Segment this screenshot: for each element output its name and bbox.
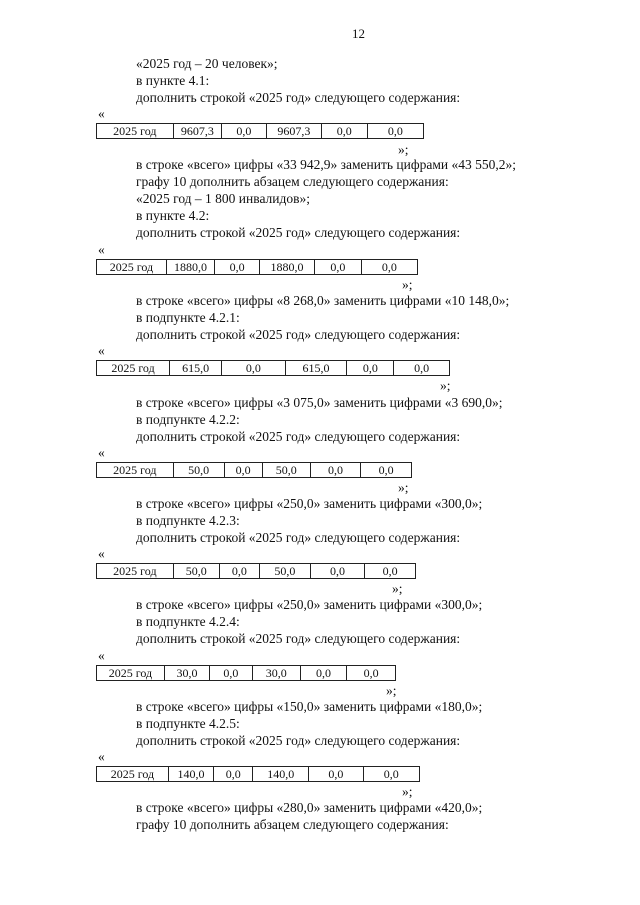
paragraph-line: в строке «всего» цифры «250,0» заменить цифрами «300,0»; <box>136 496 483 511</box>
table-cell-value: 0,0 <box>361 260 417 275</box>
table-cell-value: 0,0 <box>209 666 252 681</box>
table-cell-value: 30,0 <box>164 666 209 681</box>
table-cell-value: 140,0 <box>168 767 213 782</box>
paragraph-line: дополнить строкой «2025 год» следующего содержания: <box>136 90 461 105</box>
table-cell-year: 2025 год <box>97 463 174 478</box>
table-cell-value: 0,0 <box>367 124 423 139</box>
paragraph-line: дополнить строкой «2025 год» следующего содержания: <box>136 225 461 240</box>
year-data-table <box>96 123 424 139</box>
closing-quote: »; <box>402 277 413 292</box>
paragraph-line: в пункте 4.2: <box>136 208 210 223</box>
table-cell-value: 0,0 <box>315 260 362 275</box>
paragraph-line: в строке «всего» цифры «8 268,0» заменить цифрами «10 148,0»; <box>136 293 510 308</box>
table-cell-value: 0,0 <box>361 463 412 478</box>
closing-quote: »; <box>402 784 413 799</box>
paragraph-line: в подпункте 4.2.5: <box>136 716 240 731</box>
paragraph-line: дополнить строкой «2025 год» следующего содержания: <box>136 530 461 545</box>
paragraph-line: графу 10 дополнить абзацем следующего содержания: <box>136 817 449 832</box>
table-cell-value: 30,0 <box>252 666 300 681</box>
paragraph-line: в подпункте 4.2.2: <box>136 412 240 427</box>
table-cell-value: 1880,0 <box>166 260 214 275</box>
table-row <box>97 361 450 376</box>
table-cell-value: 0,0 <box>222 124 267 139</box>
closing-quote: »; <box>386 683 397 698</box>
table-cell-value: 0,0 <box>394 361 450 376</box>
table-cell-value: 615,0 <box>285 361 347 376</box>
table-cell-value: 0,0 <box>321 124 367 139</box>
table-cell-value: 9607,3 <box>266 124 321 139</box>
table-cell-value: 0,0 <box>219 564 259 579</box>
paragraph-line: в строке «всего» цифры «150,0» заменить цифрами «180,0»; <box>136 699 483 714</box>
table-row <box>97 666 396 681</box>
paragraph-line: дополнить строкой «2025 год» следующего содержания: <box>136 429 461 444</box>
opening-quote: « <box>98 648 105 663</box>
table-cell-year: 2025 год <box>97 361 170 376</box>
year-data-table <box>96 766 420 782</box>
year-data-table <box>96 360 450 376</box>
table-cell-value: 50,0 <box>262 463 310 478</box>
closing-quote: »; <box>392 581 403 596</box>
table-row <box>97 564 416 579</box>
table-row <box>97 767 420 782</box>
paragraph-line: в подпункте 4.2.1: <box>136 310 240 325</box>
paragraph-line: графу 10 дополнить абзацем следующего содержания: <box>136 174 449 189</box>
table-cell-value: 0,0 <box>224 463 262 478</box>
table-cell-value: 0,0 <box>347 361 394 376</box>
year-data-table <box>96 462 412 478</box>
paragraph-line: дополнить строкой «2025 год» следующего содержания: <box>136 631 461 646</box>
opening-quote: « <box>98 445 105 460</box>
table-cell-value: 0,0 <box>214 767 253 782</box>
paragraph-line: дополнить строкой «2025 год» следующего содержания: <box>136 733 461 748</box>
table-cell-value: 0,0 <box>310 463 361 478</box>
table-cell-value: 615,0 <box>170 361 222 376</box>
closing-quote: »; <box>398 480 409 495</box>
opening-quote: « <box>98 546 105 561</box>
table-cell-value: 0,0 <box>222 361 285 376</box>
page-number: 12 <box>352 26 365 41</box>
paragraph-line: дополнить строкой «2025 год» следующего содержания: <box>136 327 461 342</box>
paragraph-line: в строке «всего» цифры «33 942,9» заменить цифрами «43 550,2»; <box>136 157 517 172</box>
opening-quote: « <box>98 242 105 257</box>
paragraph-line: в строке «всего» цифры «250,0» заменить цифрами «300,0»; <box>136 597 483 612</box>
table-cell-year: 2025 год <box>97 767 169 782</box>
paragraph-line: в подпункте 4.2.4: <box>136 614 240 629</box>
table-cell-value: 1880,0 <box>259 260 314 275</box>
table-cell-value: 50,0 <box>259 564 310 579</box>
opening-quote: « <box>98 106 105 121</box>
table-cell-value: 0,0 <box>215 260 260 275</box>
year-data-table <box>96 563 416 579</box>
table-row <box>97 124 424 139</box>
table-cell-value: 0,0 <box>347 666 396 681</box>
table-cell-year: 2025 год <box>97 124 174 139</box>
closing-quote: »; <box>398 142 409 157</box>
table-cell-value: 0,0 <box>363 767 419 782</box>
table-row <box>97 463 412 478</box>
table-cell-year: 2025 год <box>97 564 174 579</box>
paragraph-line: «2025 год – 20 человек»; <box>136 56 278 71</box>
paragraph-line: «2025 год – 1 800 инвалидов»; <box>136 191 311 206</box>
table-cell-value: 50,0 <box>173 564 219 579</box>
table-cell-year: 2025 год <box>97 666 165 681</box>
table-row <box>97 260 418 275</box>
table-cell-value: 50,0 <box>173 463 224 478</box>
year-data-table <box>96 665 396 681</box>
paragraph-line: в строке «всего» цифры «3 075,0» заменить цифрами «3 690,0»; <box>136 395 503 410</box>
table-cell-value: 0,0 <box>310 564 365 579</box>
table-cell-value: 0,0 <box>300 666 347 681</box>
paragraph-line: в строке «всего» цифры «280,0» заменить цифрами «420,0»; <box>136 800 483 815</box>
paragraph-line: в пункте 4.1: <box>136 73 210 88</box>
table-cell-value: 9607,3 <box>173 124 221 139</box>
closing-quote: »; <box>440 378 451 393</box>
table-cell-value: 140,0 <box>253 767 309 782</box>
paragraph-line: в подпункте 4.2.3: <box>136 513 240 528</box>
table-cell-value: 0,0 <box>309 767 363 782</box>
table-cell-year: 2025 год <box>97 260 167 275</box>
opening-quote: « <box>98 749 105 764</box>
opening-quote: « <box>98 343 105 358</box>
table-cell-value: 0,0 <box>365 564 416 579</box>
year-data-table <box>96 259 418 275</box>
